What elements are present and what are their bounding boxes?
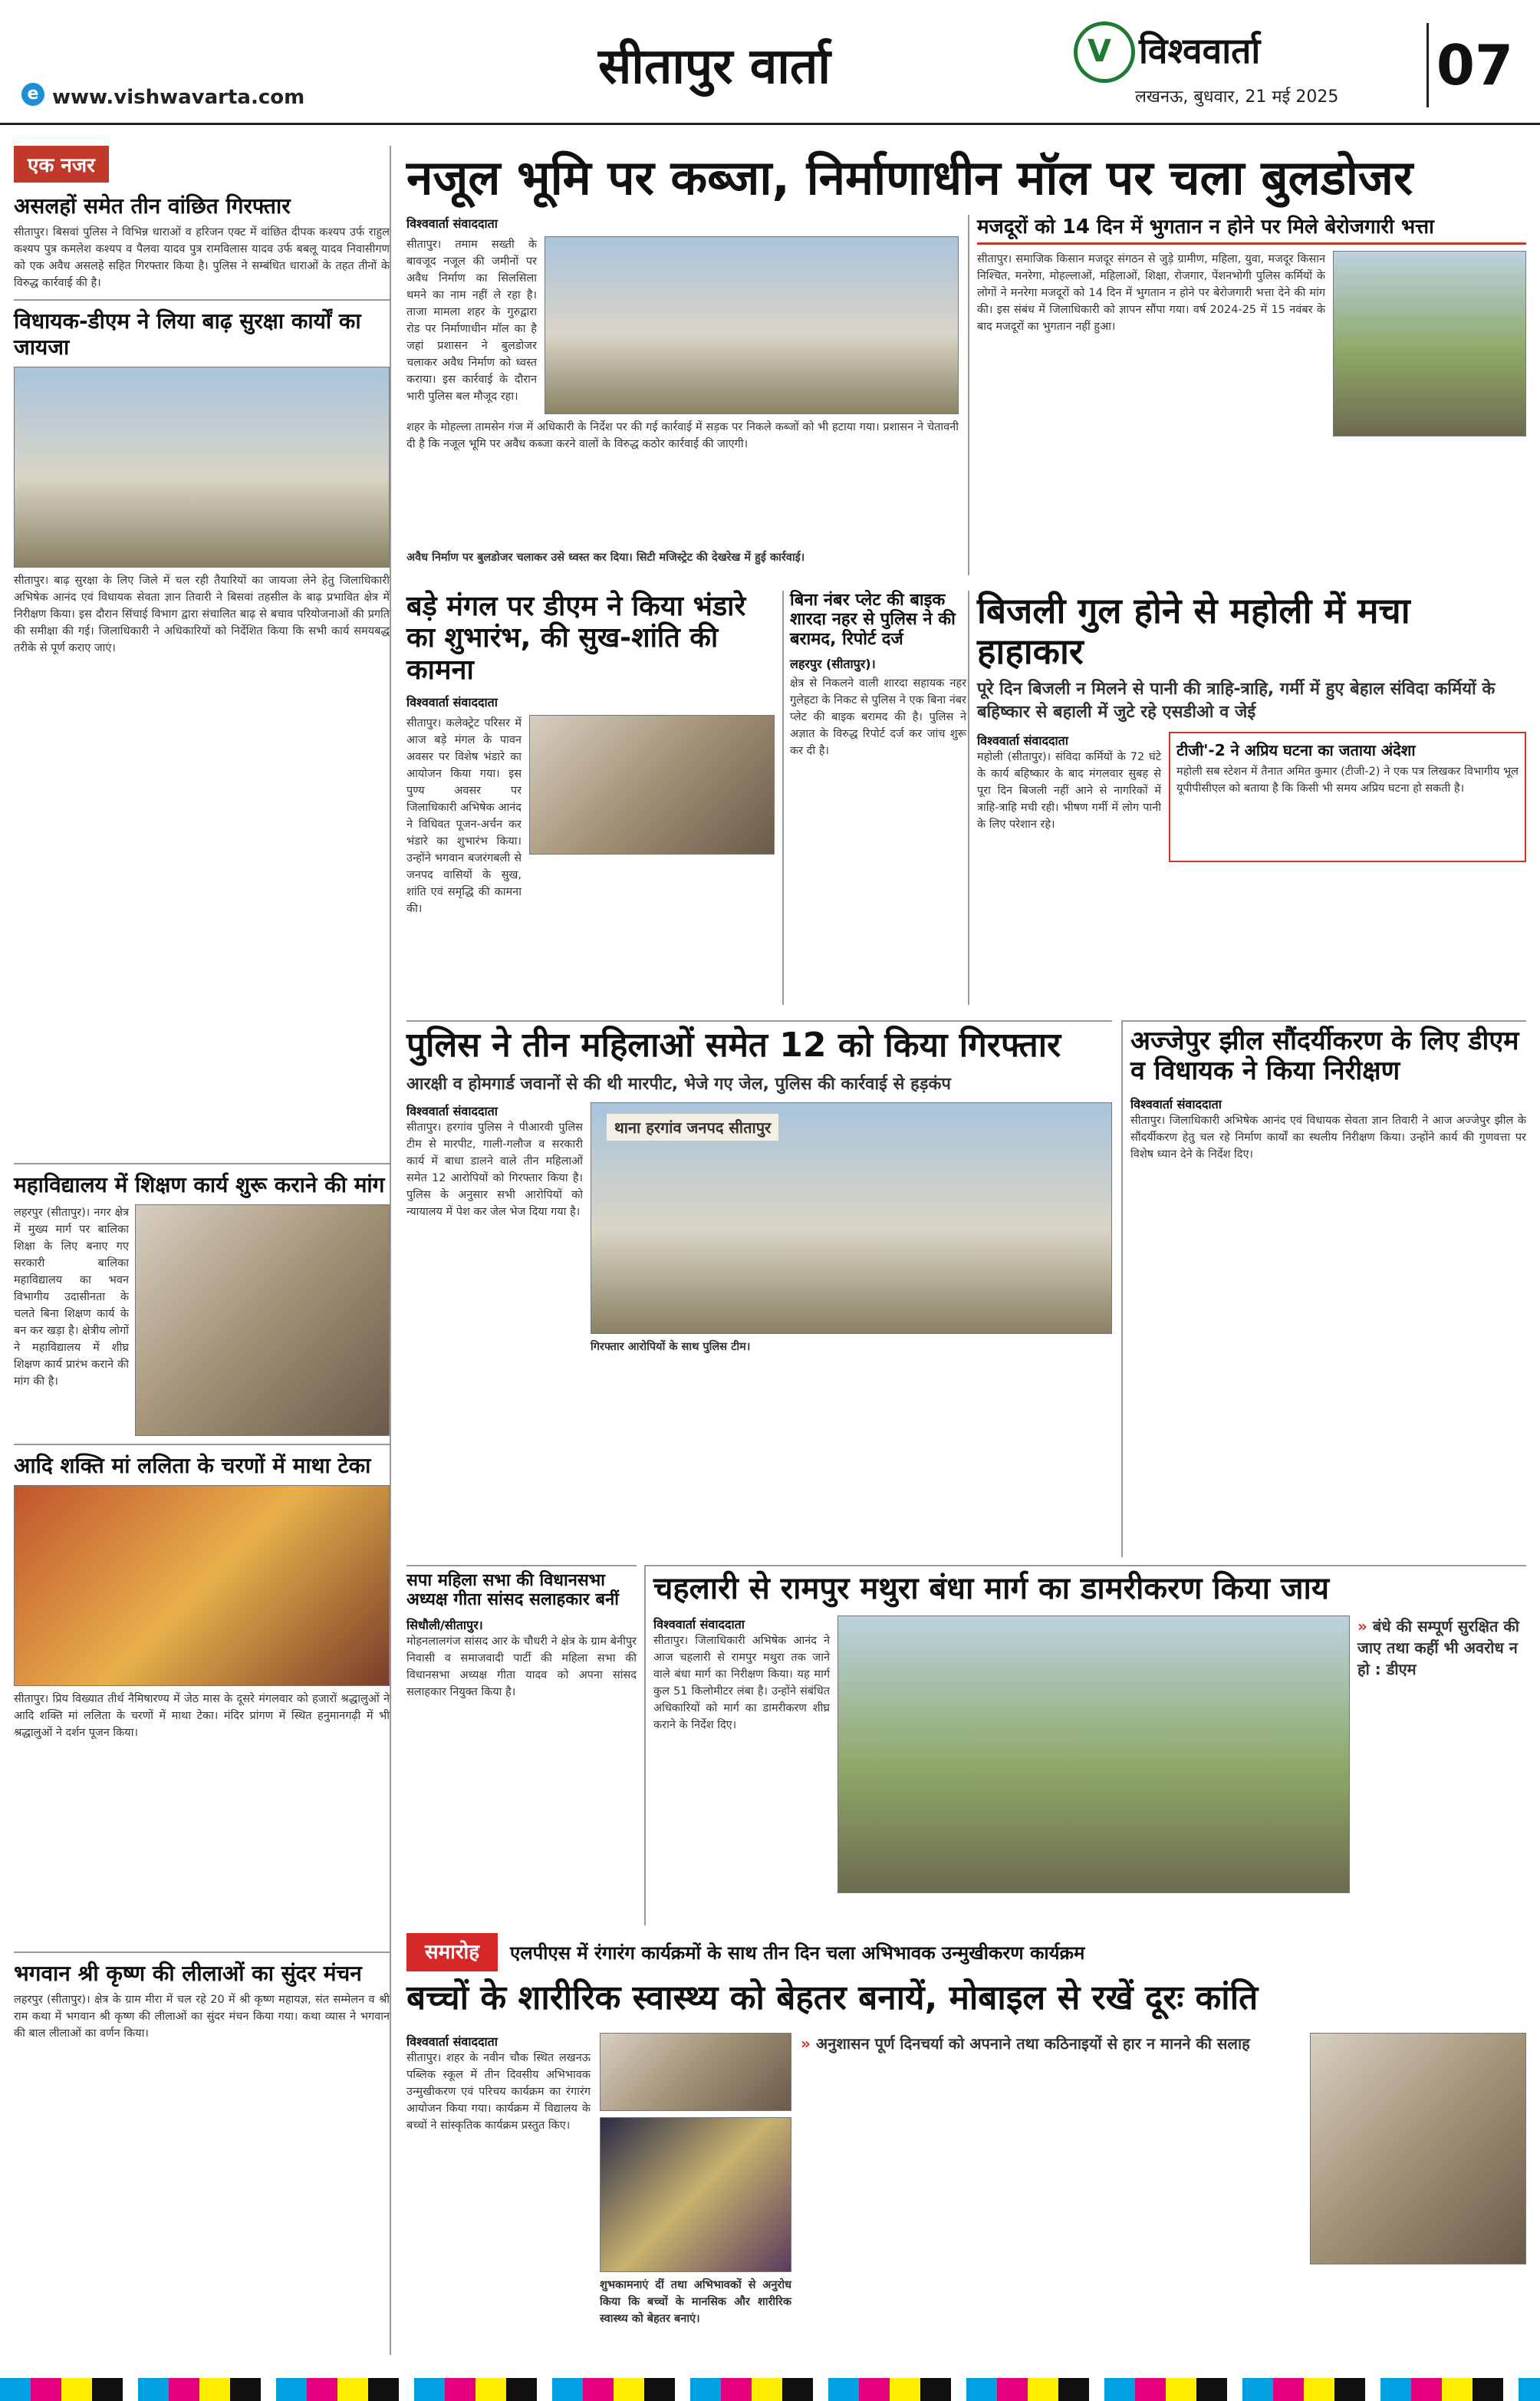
divider bbox=[14, 299, 390, 301]
bhandara-byline: विश्ववार्ता संवाददाता bbox=[406, 695, 498, 710]
electricity-headline: बिजली गुल होने से महोली में मचा हाहाकार bbox=[977, 590, 1410, 672]
top-story bbox=[406, 215, 959, 575]
divider bbox=[14, 1163, 390, 1164]
road-quote bbox=[1357, 1615, 1526, 1680]
road-headline: चहलारी से रामपुर मथुरा बंधा मार्ग का डामरीकरण किया जाय bbox=[653, 1571, 1330, 1606]
bike-byline: लहरपुर (सीतापुर)। bbox=[790, 656, 876, 671]
event-body: सीतापुर। शहर के नवीन चौक स्थित लखनऊ पब्लिक स्कूल में तीन दिवसीय अभिभावक उन्मुखीकरण एवं परिचय कार्यक्रम का रंगारंग आयोजन किया गया। कार्यक्रम में विद्यालय के बच्चों ने सांस्कृतिक कार्यक्रम प्रस्तुत किए। bbox=[406, 2052, 591, 2132]
top-story-headline: नजूल भूमि पर कब्जा, निर्माणाधीन मॉल पर चला बुलडोजर bbox=[406, 150, 1413, 206]
story2-headline: विधायक-डीएम ने लिया बाढ़ सुरक्षा कार्यों का जायजा bbox=[14, 308, 361, 360]
event-quote bbox=[801, 2033, 1301, 2054]
sapa-byline: सिधौली/सीतापुर। bbox=[406, 1617, 483, 1632]
road-quote-text: बंधे की सम्पूर्ण सुरक्षित की जाए तथा कहीं भी अवरोध न हो : डीएम bbox=[1357, 1617, 1519, 1678]
page-number: 07 bbox=[1426, 23, 1521, 107]
bike-story bbox=[782, 591, 966, 1005]
top-story-photo bbox=[545, 236, 959, 414]
event-headline: बच्चों के शारीरिक स्वास्थ्य को बेहतर बनायें, मोबाइल से रखें दूरः कांति bbox=[406, 1978, 1259, 2017]
event-photo-speaker bbox=[1310, 2033, 1526, 2264]
right-top-story bbox=[968, 215, 1526, 575]
divider bbox=[14, 1444, 390, 1445]
road-body: सीतापुर। जिलाधिकारी अभिषेक आनंद ने आज चहलारी से रामपुर मथुरा तक जाने वाले बंधा मार्ग का निरीक्षण किया। यह मार्ग कुल 51 किलोमीटर लंबा है। उन्होंने संबंधित अधिकारियों को मार्ग का डामरीकरण शीघ्र कराने के निर्देश दिए। bbox=[653, 1635, 830, 1731]
jheel-body: सीतापुर। जिलाधिकारी अभिषेक आनंद एवं विधायक सेवता ज्ञान तिवारी ने आज अज्जेपुर झील के सौंदर्यीकरण हेतु चल रहे निर्माण कार्यों का स्थलीय निरीक्षण किया। उन्होंने कार्य की गुणवत्ता पर विशेष ध्यान देने के निर्देश दिए। bbox=[1130, 1115, 1526, 1161]
sapa-story bbox=[406, 1565, 637, 1932]
story4-headline: आदि शक्ति मां ललिता के चरणों में माथा टेका bbox=[14, 1453, 371, 1478]
police-subhead: आरक्षी व होमगार्ड जवानों से की थी मारपीट, भेजे गए जेल, पुलिस की कार्रवाई से हड़कंप bbox=[406, 1074, 951, 1094]
top-story-body2: शहर के मोहल्ला तामसेन गंज में अधिकारी के निर्देश पर की गई कार्रवाई में सड़क पर निकले कब्जों को भी हटाया गया। प्रशासन ने चेतावनी दी है कि नजूल भूमि पर अवैध कब्जा करने वालों के विरुद्ध कठोर कार्रवाई की जाएगी। bbox=[406, 421, 959, 450]
color-registration-bar bbox=[0, 2378, 1540, 2401]
section-tag: एक नजर bbox=[14, 146, 109, 183]
road-photo bbox=[837, 1615, 1350, 1893]
road-byline: विश्ववार्ता संवाददाता bbox=[653, 1617, 745, 1632]
story5-body: लहरपुर (सीतापुर)। क्षेत्र के ग्राम मीरा में चल रहे 20 में श्री कृष्ण महायज्ञ, संत सम्मेलन व श्री राम कथा में भगवान श्री कृष्ण की लीलाओं का सुंदर मंचन किया गया। कथा व्यास ने भगवान की बाल लीलाओं का वर्णन किया। bbox=[14, 1994, 390, 2040]
event-caption: शुभकामनाएं दीं तथा अभिभावकों से अनुरोध किया कि बच्चों के मानसिक और शारीरिक स्वास्थ्य को बेहतर बनाएं। bbox=[600, 2279, 791, 2325]
bhandara-photo bbox=[529, 715, 775, 855]
road-story bbox=[644, 1565, 1526, 1925]
bhandara-headline: बड़े मंगल पर डीएम ने किया भंडारे का शुभारंभ, की सुख-शांति की कामना bbox=[406, 591, 746, 686]
stripe-text: एलपीएस में रंगारंग कार्यक्रमों के साथ तीन दिन चला अभिभावक उन्मुखीकरण कार्यक्रम bbox=[510, 1942, 1085, 1964]
electricity-story bbox=[968, 591, 1526, 1005]
divider bbox=[14, 1951, 390, 1953]
story2-body: सीतापुर। बाढ़ सुरक्षा के लिए जिले में चल रही तैयारियों का जायजा लेने हेतु जिलाधिकारी अभिषेक आनंद एवं विधायक सेवता ज्ञान तिवारी ने बिसवां तहसील के बाढ़ प्रभावित क्षेत्र में निरीक्षण किया। इस दौरान सिंचाई विभाग द्वारा संचालित बाढ़ से बचाव परियोजनाओं की प्रगति की समीक्षा की गई। जिलाधिकारी ने अधिकारियों को निर्देशित किया कि सभी कार्य समयबद्ध तरीके से पूर्ण कराए जाएं। bbox=[14, 575, 390, 654]
brand-name: विश्ववार्ता bbox=[1139, 30, 1261, 71]
logo-v-icon: V bbox=[1088, 34, 1111, 69]
top-story-caption: अवैध निर्माण पर बुलडोजर चलाकर उसे ध्वस्त कर दिया। सिटी मजिस्ट्रेट की देखरेख में हुई कार्रवाई। bbox=[406, 552, 805, 564]
bike-headline: बिना नंबर प्लेट की बाइक शारदा नहर से पुलिस ने की बरामद, रिपोर्ट दर्ज bbox=[790, 591, 956, 649]
jheel-byline: विश्ववार्ता संवाददाता bbox=[1130, 1097, 1222, 1112]
story1-headline: असलहों समेत तीन वांछित गिरफ्तार bbox=[14, 193, 291, 219]
right-top-body: सीतापुर। समाजिक किसान मजदूर संगठन से जुड़े ग्रामीण, महिला, युवा, मजदूर किसान निश्चित, मनरेगा, मोहल्लाओं, महिलाओं, शिक्षा, रोजगार, पेंशनभोगी पुलिस कर्मियों के लोगों ने मनरेगा मजदूरों को 14 दिन में भुगतान न होने पर बेरोजगारी भत्ता देने की मांग की। इस संबंध में जिलाधिकारी को ज्ञापन सौंपा गया। वर्ष 2024-25 में 15 नवंबर के बाद मजदूरों का भुगतान नहीं हुआ। bbox=[977, 253, 1325, 333]
page-name: सीतापुर वार्ता bbox=[598, 38, 831, 95]
event-byline: विश्ववार्ता संवाददाता bbox=[406, 2034, 498, 2049]
story1-body: सीतापुर। बिसवां पुलिस ने विभिन्न धाराओं व हरिजन एक्ट में वांछित दीपक कश्यप उर्फ राहुल कश्यप पुत्र कमलेश कश्यप व पैलवा यादव पुत्र रामविलास यादव उर्फ बबलू यादव निवासीगण को एक अवैध असलहे सहित गिरफ्तार किया है। पुलिस ने सम्बंधित धाराओं के तहत तीनों के विरुद्ध कार्रवाई की है। bbox=[14, 226, 390, 289]
right-top-headline: मजदूरों को 14 दिन में भुगतान न होने पर मिले बेरोजगारी भत्ता bbox=[977, 215, 1526, 245]
electricity-body: महोली (सीतापुर)। संविदा कर्मियों के 72 घंटे के कार्य बहिष्कार के बाद मंगलवार सुबह से पूरा दिन बिजली नहीं आने से नागरिकों में त्राहि-त्राहि मची रही। भीषण गर्मी में लोग पानी के लिए परेशान रहे। bbox=[977, 750, 1161, 831]
top-story-body: सीतापुर। तमाम सख्ती के बावजूद नजूल की जमीनों पर अवैध निर्माण का सिलसिला थमने का नाम नहीं ले रहा है। ताजा मामला शहर के गुरुद्वारा रोड पर निर्माणाधीन मॉल का है जहां प्रशासन ने बुलडोजर चलाकर अवैध निर्माण को ध्वस्त कराया। इस कार्रवाई के दौरान भारी पुलिस बल मौजूद रहा। bbox=[406, 239, 537, 403]
top-story-byline: विश्ववार्ता संवाददाता bbox=[406, 216, 498, 231]
electricity-box-body: महोली सब स्टेशन में तैनात अमित कुमार (टीजी-2) ने एक पत्र लिखकर विभागीय भूल यूपीपीसीएल को बताया है कि किसी भी समय अप्रिय घटना हो सकती है। bbox=[1176, 765, 1519, 795]
police-headline: पुलिस ने तीन महिलाओं समेत 12 को किया गिरफ्तार bbox=[406, 1026, 1061, 1065]
jheel-story bbox=[1121, 1020, 1526, 1557]
dateline: लखनऊ, बुधवार, 21 मई 2025 bbox=[1135, 87, 1339, 107]
website-url[interactable]: www.vishwavarta.com bbox=[52, 86, 305, 109]
browser-e-icon: e bbox=[21, 83, 44, 106]
story3-body: लहरपुर (सीतापुर)। नगर क्षेत्र में मुख्य मार्ग पर बालिका शिक्षा के लिए बनाए गए सरकारी बालिका महाविद्यालय का भवन विभागीय उदासीनता के चलते बिना शिक्षण कार्य के बन कर खड़ा है। क्षेत्रीय लोगों ने महाविद्यालय में शीघ्र शिक्षण कार्य प्रारंभ कराने की मांग की है। bbox=[14, 1207, 129, 1388]
quote-arrow-icon: » bbox=[1357, 1617, 1367, 1635]
event-stripe bbox=[406, 1933, 1526, 1971]
event-photo-lamp bbox=[600, 2117, 791, 2272]
story3-photo bbox=[135, 1204, 390, 1436]
masthead bbox=[0, 0, 1540, 125]
police-station-sign: थाना हरगांव जनपद सीतापुर bbox=[607, 1114, 778, 1141]
event-photo-small bbox=[600, 2033, 791, 2111]
stripe-label: समारोह bbox=[406, 1933, 498, 1971]
police-byline: विश्ववार्ता संवाददाता bbox=[406, 1103, 498, 1118]
story4-body: सीतापुर। प्रिय विख्यात तीर्थ नैमिषारण्य में जेठ मास के दूसरे मंगलवार को हजारों श्रद्धालुओं ने आदि शक्ति मां ललिता के चरणों में माथा टेका। मंदिर प्रांगण में स्थित हनुमानगढ़ी में भी श्रद्धालुओं ने दर्शन पूजन किया। bbox=[14, 1693, 390, 1739]
police-body: सीतापुर। हरगांव पुलिस ने पीआरवी पुलिस टीम से मारपीट, गाली-गलौज व सरकारी कार्य में बाधा डालने वाले तीन महिलाओं समेत 12 आरोपियों को गिरफ्तार किया है। पुलिस के अनुसार सभी आरोपियों को न्यायालय में पेश कर जेल भेज दिया गया है। bbox=[406, 1121, 583, 1218]
bike-body: क्षेत्र से निकलने वाली शारदा सहायक नहर गुलेहटा के निकट से पुलिस ने एक बिना नंबर प्लेट की बाइक बरामद की है। पुलिस ने अज्ञात के विरुद्ध रिपोर्ट दर्ज कर जांच शुरू कर दी है। bbox=[790, 677, 966, 757]
electricity-box-headline: टीजी'-2 ने अप्रिय घटना का जताया अंदेशा bbox=[1176, 740, 1416, 759]
story4-photo bbox=[14, 1485, 390, 1686]
event-story bbox=[406, 2033, 1526, 2370]
left-column bbox=[14, 146, 391, 2355]
quote-arrow-icon: » bbox=[801, 2034, 811, 2053]
event-quote-text: अनुशासन पूर्ण दिनचर्या को अपनाने तथा कठिनाइयों से हार न मानने की सलाह bbox=[815, 2034, 1250, 2053]
police-photo bbox=[591, 1102, 1112, 1334]
electricity-subhead: पूरे दिन बिजली न मिलने से पानी की त्राहि-त्राहि, गर्मी में हुए बेहाल संविदा कर्मियों के बहिष्कार से बहाली में जुटे रहे एसडीओ व जेई bbox=[977, 679, 1496, 722]
electricity-byline: विश्ववार्ता संवाददाता bbox=[977, 733, 1068, 748]
sapa-headline: सपा महिला सभा की विधानसभा अध्यक्ष गीता सांसद सलाहकार बनीं bbox=[406, 1571, 619, 1610]
right-top-photo bbox=[1333, 251, 1526, 436]
police-caption: गिरफ्तार आरोपियों के साथ पुलिस टीम। bbox=[591, 1340, 751, 1353]
story2-photo bbox=[14, 367, 390, 568]
sapa-body: मोहनलालगंज सांसद आर के चौधरी ने क्षेत्र के ग्राम बेनीपुर निवासी व समाजवादी पार्टी की महिला सभा की विधानसभा अध्यक्ष गीता यादव को अपना सांसद सलाहकार नियुक्त किया है। bbox=[406, 1635, 637, 1698]
story3-headline: महाविद्यालय में शिक्षण कार्य शुरू कराने की मांग bbox=[14, 1172, 385, 1197]
police-story bbox=[406, 1020, 1112, 1563]
bhandara-body: सीतापुर। कलेक्ट्रेट परिसर में आज बड़े मंगल के पावन अवसर पर विशेष भंडारे का आयोजन किया गया। इस पुण्य अवसर पर जिलाधिकारी अभिषेक आनंद ने विधिवत पूजन-अर्चन कर भंडारे का शुभारंभ किया। उन्होंने भगवान बजरंगबली से जनपद वासियों के सुख, शांति एवं समृद्धि की कामना की। bbox=[406, 717, 522, 916]
story5-headline: भगवान श्री कृष्ण की लीलाओं का सुंदर मंचन bbox=[14, 1961, 362, 1986]
bhandara-story bbox=[406, 591, 775, 1005]
jheel-headline: अज्जेपुर झील सौंदर्यीकरण के लिए डीएम व विधायक ने किया निरीक्षण bbox=[1130, 1026, 1519, 1087]
